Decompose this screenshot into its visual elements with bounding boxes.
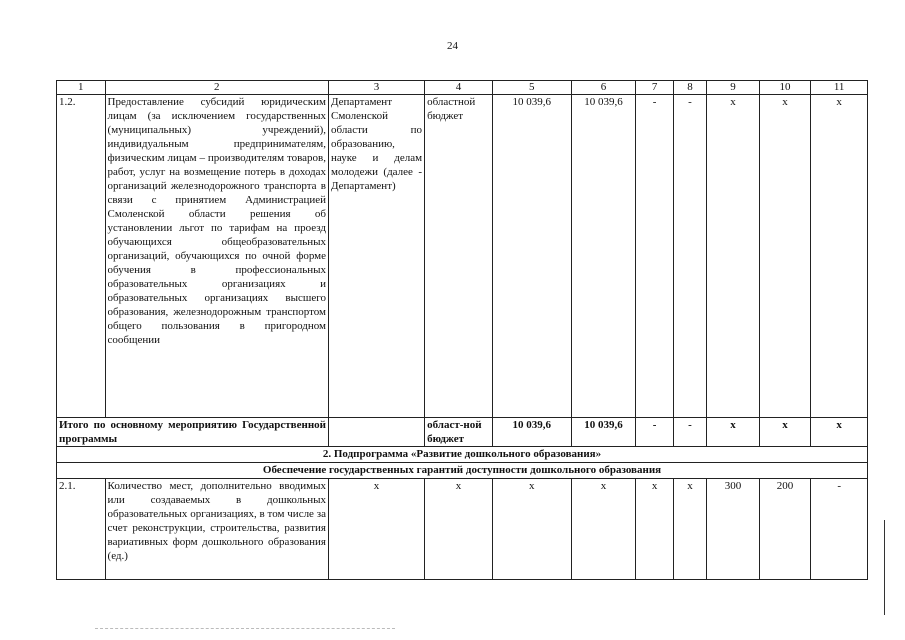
column-number: 10	[759, 81, 811, 95]
measure-description: Предоставление субсидий юридическим лицам (за исключением государственных (муниципальных) учреждений), индивидуальным предпринимателям, физическим лицам – производителям товаров, работ, услуг на возмещение потерь в доходах организаций железнодорожного транспорта в связи с принятием Администрацией Смоленской области решения об установлении льгот по тарифам на проезд обучающихся общеобразовательных организаций, обучающихся по очной форме обучения в профессиональных образовательных организациях и образовательных организациях высшего образования, железнодорожным транспортом общего пользования в пригородном сообщении	[105, 95, 328, 418]
cell-col-8: -	[673, 95, 706, 418]
total-executor-cell	[329, 418, 425, 447]
total-cell-col-9: х	[707, 418, 760, 447]
cell-col-10: 200	[759, 479, 811, 580]
cell-col-10: х	[759, 95, 811, 418]
cell-col-9: х	[707, 95, 760, 418]
scan-noise-line	[95, 628, 395, 631]
column-number: 5	[492, 81, 571, 95]
funding-source-cell: областной бюджет	[425, 95, 493, 418]
task-row	[57, 463, 868, 479]
cell-col-11: -	[811, 479, 868, 580]
cell-col-4: х	[425, 479, 493, 580]
row-number: 1.2.	[57, 95, 106, 418]
column-number: 2	[105, 81, 328, 95]
total-label: Итого по основному мероприятию Государственной программы	[57, 418, 329, 447]
amount-total-cell: 10 039,6	[492, 95, 571, 418]
column-number: 9	[707, 81, 760, 95]
column-number: 7	[636, 81, 673, 95]
table-row-1-2	[57, 95, 868, 418]
total-amount-year-cell: 10 039,6	[571, 418, 636, 447]
scan-edge-mark	[884, 520, 885, 615]
total-cell-col-8: -	[673, 418, 706, 447]
total-row	[57, 418, 868, 447]
total-cell-col-7: -	[636, 418, 673, 447]
cell-col-9: 300	[707, 479, 760, 580]
column-number: 11	[811, 81, 868, 95]
task-title: Обеспечение государственных гарантий доступности дошкольного образования	[57, 463, 868, 479]
table-row-2-1	[57, 479, 868, 580]
column-number: 8	[673, 81, 706, 95]
subprogram-title: 2. Подпрограмма «Развитие дошкольного образования»	[57, 447, 868, 463]
cell-col-7: -	[636, 95, 673, 418]
total-amount-cell: 10 039,6	[492, 418, 571, 447]
column-number-row	[57, 81, 868, 95]
indicator-description: Количество мест, дополнительно вводимых или создаваемых в дошкольных образовательных организациях, в том числе за счет реконструкции, строительства, развития вариативных форм дошкольного образования (ед.)	[105, 479, 328, 580]
page-number: 24	[447, 40, 458, 52]
cell-col-3: х	[329, 479, 425, 580]
column-number: 4	[425, 81, 493, 95]
cell-col-6: х	[571, 479, 636, 580]
row-number: 2.1.	[57, 479, 106, 580]
total-cell-col-10: х	[759, 418, 811, 447]
cell-col-7: х	[636, 479, 673, 580]
total-cell-col-11: х	[811, 418, 868, 447]
subprogram-row	[57, 447, 868, 463]
cell-col-8: х	[673, 479, 706, 580]
program-table	[56, 80, 868, 580]
column-number: 1	[57, 81, 106, 95]
cell-col-11: х	[811, 95, 868, 418]
cell-col-5: х	[492, 479, 571, 580]
column-number: 3	[329, 81, 425, 95]
total-source-cell: област-ной бюджет	[425, 418, 493, 447]
column-number: 6	[571, 81, 636, 95]
executor-cell: Департамент Смоленской области по образованию, науке и делам молодежи (далее - Департамент)	[329, 95, 425, 418]
amount-year-cell: 10 039,6	[571, 95, 636, 418]
